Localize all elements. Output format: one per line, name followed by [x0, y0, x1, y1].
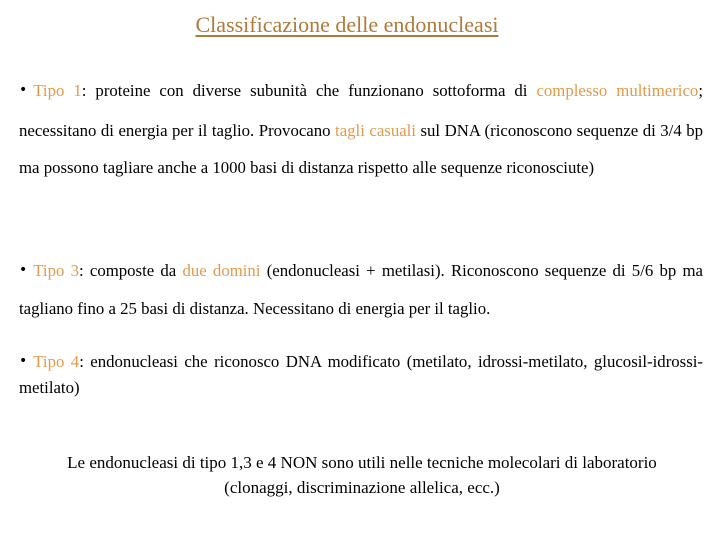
tipo-1-text: ; necessitano di energia per il taglio. Provocano [19, 81, 703, 140]
tipo-3-text: (endonucleasi + metilasi). Riconoscono sequenze di 5/6 bp ma tagliano fino a 25 basi di distanza. Necessitano di energia per il taglio. [19, 261, 703, 318]
tipo-3-text: composte da [83, 261, 183, 280]
tipo-4-text: endonucleasi che riconosco DNA modificato (metilato, idrossi-metilato, glucosil-idrossi-metilato) [19, 352, 703, 397]
paragraph-tipo-3 [19, 253, 703, 326]
highlight-complesso-multimerico: complesso multimerico [536, 81, 699, 100]
footer-note: Le endonucleasi di tipo 1,3 e 4 NON sono utili nelle tecniche molecolari di laboratorio (clonaggi, discriminazione allelica, ecc.) [67, 453, 657, 497]
page-title: Classificazione delle endonucleasi [195, 12, 499, 37]
tipo-1-text: proteine con diverse subunità che funzionano sottoforma di [86, 81, 537, 100]
tipo-1-colon: : [81, 81, 87, 100]
bullet-icon: • [19, 353, 28, 369]
highlight-due-domini: due domini [182, 261, 261, 280]
tipo-3-colon: : [78, 261, 84, 280]
paragraph-tipo-4 [19, 350, 703, 400]
tipo-3-label: Tipo 3 [33, 261, 79, 280]
tipo-1-label: Tipo 1 [33, 81, 82, 100]
highlight-tagli-casuali: tagli casuali [335, 120, 416, 140]
tipo-1-text: sul DNA (riconoscono sequenze di 3/4 bp ma possono tagliare anche a 1000 basi di distanza rispetto alle sequenze riconosciute) [19, 120, 704, 177]
bullet-icon: • [19, 82, 28, 98]
tipo-4-colon: : [79, 352, 84, 371]
paragraph-tipo-1 [19, 72, 703, 187]
bullet-icon: • [19, 262, 28, 278]
tipo-4-label: Tipo 4 [33, 352, 80, 371]
